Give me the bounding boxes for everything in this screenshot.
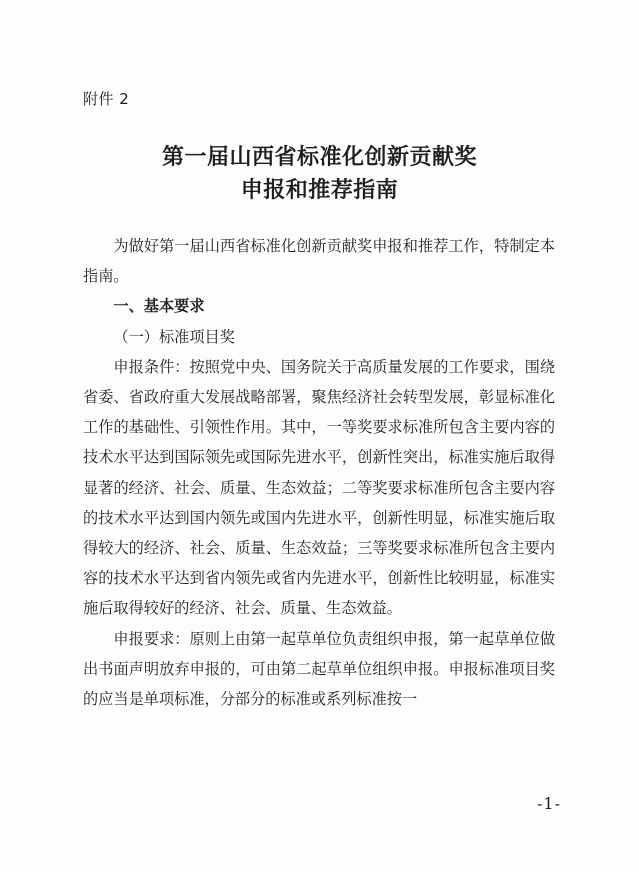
document-body [83,231,555,714]
intro-paragraph: 为做好第一届山西省标准化创新贡献奖申报和推荐工作，特制定本指南。 [83,237,555,286]
document-title-line-2: 申报和推荐指南 [240,178,399,203]
document-title-line-1: 第一届山西省标准化创新贡献奖 [161,145,477,170]
application-conditions-paragraph: 申报条件：按照党中央、国务院关于高质量发展的工作要求，围绕省委、省政府重大发展战略部署，聚焦经济社会转型发展，彰显标准化工作的基础性、引领性作用。其中，一等奖要求标准所包含主要内容的技术水平达到国际领先或国际先进水平，创新性突出，标准实施后取得显著的经济、社会、质量、生态效益；二等奖要求标准所包含主要内容的技术水平达到国内领先或国内先进水平，创新性明显，标准实施后取得较大的经济、社会、质量、生态效益；三等奖要求标准所包含主要内容的技术水平达到省内领先或省内先进水平，创新性比较明显，标准实施后取得较好的经济、社会、质量、生态效益。 [83,357,555,618]
application-requirements-paragraph: 申报要求：原则上由第一起草单位负责组织申报，第一起草单位做出书面声明放弃申报的，可由第二起草单位组织申报。申报标准项目奖的应当是单项标准，分部分的标准或系列标准按一 [83,629,555,709]
attachment-label: 附件 2 [83,90,130,108]
page-number: -1- [537,794,561,813]
section-heading-basic-requirements: 一、基本要求 [113,297,205,316]
subsection-heading-standard-project-award: （一）标准项目奖 [113,327,235,346]
